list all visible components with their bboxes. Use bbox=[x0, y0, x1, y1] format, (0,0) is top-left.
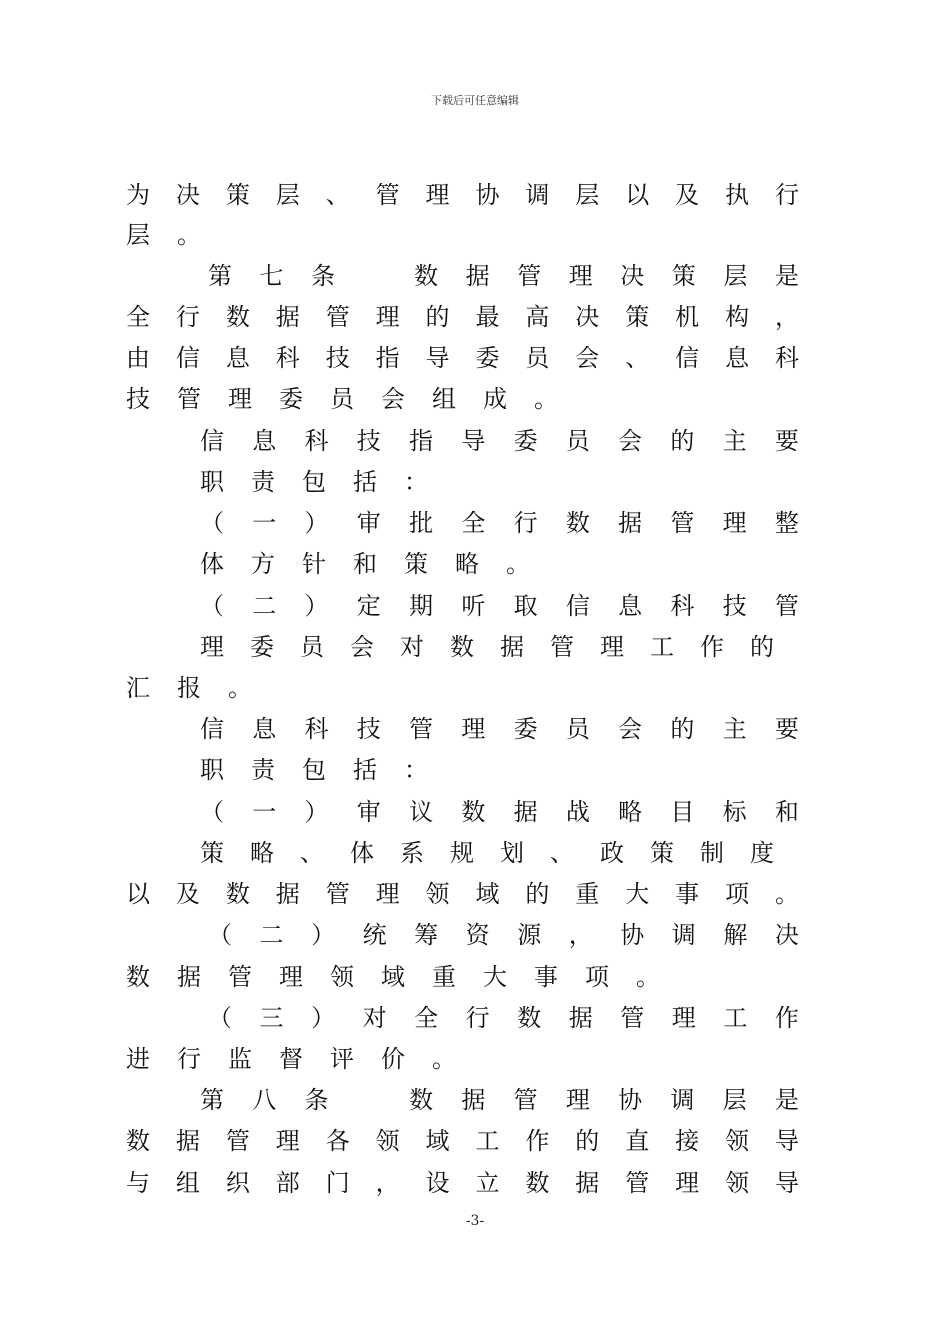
text-char: 委 bbox=[475, 344, 500, 372]
text-char: 报 bbox=[177, 674, 201, 702]
text-char: 第 bbox=[200, 1086, 224, 1114]
text-char: 制 bbox=[700, 839, 724, 867]
text-char: 作 bbox=[700, 633, 724, 661]
text-char: ， bbox=[774, 303, 799, 331]
text-char: 要 bbox=[774, 715, 799, 743]
text-char: ） bbox=[304, 592, 329, 620]
text-char: 略 bbox=[455, 550, 479, 578]
text-line bbox=[125, 671, 278, 705]
text-char: 委 bbox=[513, 427, 538, 455]
text-char: 针 bbox=[302, 550, 326, 578]
text-char: 方 bbox=[251, 550, 275, 578]
text-char: 息 bbox=[725, 344, 750, 372]
text-char: 行 bbox=[513, 509, 538, 537]
text-char: 略 bbox=[618, 798, 643, 826]
text-char: 和 bbox=[353, 550, 377, 578]
text-char: 的 bbox=[525, 880, 550, 908]
text-char: 息 bbox=[618, 592, 643, 620]
text-char: 执 bbox=[725, 181, 750, 209]
text-char: 第 bbox=[208, 262, 232, 290]
text-char: 技 bbox=[356, 715, 381, 743]
text-char: 二 bbox=[252, 592, 277, 620]
text-char: 理 bbox=[375, 303, 400, 331]
text-char: 管 bbox=[620, 1004, 645, 1032]
text-char: 技 bbox=[126, 385, 150, 413]
text-char: 。 bbox=[534, 385, 558, 413]
text-char: 听 bbox=[461, 592, 486, 620]
text-char: 会 bbox=[381, 385, 405, 413]
text-char: 据 bbox=[618, 509, 643, 537]
text-char: 据 bbox=[568, 1004, 593, 1032]
text-char: 管 bbox=[177, 385, 201, 413]
text-char: 数 bbox=[126, 1127, 150, 1155]
text-char: 与 bbox=[126, 1169, 150, 1197]
text-char: 括 bbox=[353, 756, 377, 784]
text-line bbox=[125, 300, 800, 334]
text-char: 信 bbox=[675, 344, 700, 372]
text-char: 科 bbox=[304, 427, 329, 455]
text-char: 管 bbox=[228, 963, 252, 991]
text-char: 及 bbox=[675, 181, 700, 209]
text-char: 管 bbox=[625, 1169, 650, 1197]
text-char: 数 bbox=[126, 963, 150, 991]
text-char: 评 bbox=[330, 1045, 354, 1073]
text-char: 的 bbox=[425, 303, 450, 331]
text-char: 体 bbox=[200, 550, 224, 578]
text-char: 全 bbox=[461, 509, 486, 537]
text-char: 的 bbox=[670, 715, 695, 743]
text-line bbox=[199, 506, 800, 540]
text-char: ） bbox=[311, 921, 336, 949]
text-char: 数 bbox=[225, 303, 250, 331]
text-char: 略 bbox=[250, 839, 274, 867]
text-char: 决 bbox=[575, 303, 600, 331]
page-number: -3- bbox=[465, 1213, 485, 1229]
text-char: 员 bbox=[565, 715, 590, 743]
text-char: 项 bbox=[585, 963, 609, 991]
text-char: 数 bbox=[517, 1004, 542, 1032]
text-char: 理 bbox=[279, 963, 303, 991]
text-char: ） bbox=[304, 509, 329, 537]
text-char: 科 bbox=[304, 715, 329, 743]
text-char: 数 bbox=[450, 633, 474, 661]
text-char: 调 bbox=[670, 1086, 695, 1114]
text-char: （ bbox=[208, 921, 232, 949]
text-char: 。 bbox=[636, 963, 660, 991]
text-char: 审 bbox=[356, 798, 381, 826]
text-char: 科 bbox=[275, 344, 300, 372]
text-char: 层 bbox=[723, 262, 748, 290]
text-char: 。 bbox=[177, 221, 201, 249]
text-char: 系 bbox=[400, 839, 424, 867]
text-char: 管 bbox=[325, 880, 350, 908]
text-line bbox=[199, 424, 800, 458]
text-char: 信 bbox=[175, 344, 200, 372]
text-char: 包 bbox=[302, 468, 326, 496]
text-char: 目 bbox=[670, 798, 695, 826]
text-char: 员 bbox=[565, 427, 590, 455]
text-char: 事 bbox=[675, 880, 700, 908]
text-char: 构 bbox=[725, 303, 750, 331]
text-char: 一 bbox=[252, 509, 277, 537]
text-char: 领 bbox=[330, 963, 354, 991]
text-char: 委 bbox=[279, 385, 303, 413]
text-char: 价 bbox=[381, 1045, 405, 1073]
text-char: 对 bbox=[400, 633, 424, 661]
text-char: 协 bbox=[618, 1086, 643, 1114]
text-char: 会 bbox=[350, 633, 374, 661]
text-char: （ bbox=[200, 509, 224, 537]
text-char: 八 bbox=[252, 1086, 277, 1114]
text-char: 息 bbox=[225, 344, 250, 372]
text-char: 领 bbox=[725, 1127, 750, 1155]
text-char: 统 bbox=[362, 921, 387, 949]
text-char: 括 bbox=[353, 468, 377, 496]
text-char: 项 bbox=[725, 880, 750, 908]
text-char: 包 bbox=[302, 756, 326, 784]
text-char: 数 bbox=[525, 1169, 550, 1197]
text-char: 据 bbox=[513, 798, 538, 826]
text-char: 作 bbox=[774, 1004, 799, 1032]
text-char: 域 bbox=[425, 1127, 450, 1155]
text-char: 协 bbox=[475, 181, 500, 209]
text-line bbox=[199, 630, 775, 664]
text-char: 理 bbox=[568, 262, 593, 290]
text-char: 整 bbox=[774, 509, 799, 537]
text-line bbox=[199, 589, 800, 623]
text-line bbox=[199, 465, 454, 499]
text-char: 定 bbox=[356, 592, 381, 620]
text-char: 调 bbox=[525, 181, 550, 209]
text-char: 是 bbox=[774, 262, 799, 290]
text-char: 数 bbox=[409, 1086, 434, 1114]
text-char: 行 bbox=[465, 1004, 490, 1032]
text-char: 层 bbox=[126, 221, 150, 249]
text-char: 调 bbox=[671, 921, 696, 949]
text-char: 标 bbox=[722, 798, 747, 826]
text-char: 审 bbox=[356, 509, 381, 537]
text-char: 主 bbox=[722, 715, 747, 743]
text-line bbox=[125, 1124, 800, 1158]
text-char: 汇 bbox=[126, 674, 150, 702]
text-char: 全 bbox=[126, 303, 150, 331]
text-char: 成 bbox=[483, 385, 507, 413]
text-char: ： bbox=[404, 468, 428, 496]
text-char: 域 bbox=[381, 963, 405, 991]
text-char: 及 bbox=[175, 880, 200, 908]
text-char: 和 bbox=[774, 798, 799, 826]
text-char: 理 bbox=[461, 715, 486, 743]
text-char: 二 bbox=[259, 921, 284, 949]
text-char: 领 bbox=[425, 880, 450, 908]
text-char: 的 bbox=[750, 633, 774, 661]
text-char: 重 bbox=[575, 880, 600, 908]
text-char: 划 bbox=[500, 839, 524, 867]
text-char: 全 bbox=[414, 1004, 439, 1032]
text-char: 条 bbox=[304, 1086, 329, 1114]
text-char: 的 bbox=[575, 1127, 600, 1155]
text-char: 主 bbox=[722, 427, 747, 455]
text-char: 。 bbox=[774, 880, 799, 908]
text-char: 导 bbox=[425, 344, 450, 372]
text-char: 责 bbox=[251, 468, 275, 496]
text-char bbox=[356, 1083, 382, 1117]
text-char: 监 bbox=[228, 1045, 252, 1073]
text-char: 管 bbox=[409, 715, 434, 743]
text-char: 据 bbox=[275, 303, 300, 331]
text-char: 数 bbox=[225, 880, 250, 908]
text-char: 部 bbox=[275, 1169, 300, 1197]
text-char: 、 bbox=[325, 181, 350, 209]
text-char: 理 bbox=[671, 1004, 696, 1032]
text-char: 据 bbox=[575, 1169, 600, 1197]
text-char: 重 bbox=[432, 963, 456, 991]
text-char: 委 bbox=[250, 633, 274, 661]
text-char: 理 bbox=[200, 633, 224, 661]
text-char: 策 bbox=[225, 181, 250, 209]
text-char: 大 bbox=[625, 880, 650, 908]
text-char: 、 bbox=[300, 839, 324, 867]
text-char: 源 bbox=[517, 921, 542, 949]
text-char: 职 bbox=[200, 468, 224, 496]
text-char: 解 bbox=[723, 921, 748, 949]
text-char: ， bbox=[568, 921, 593, 949]
text-char: （ bbox=[200, 798, 224, 826]
text-line bbox=[199, 836, 775, 870]
text-line bbox=[199, 753, 454, 787]
text-char: 据 bbox=[465, 262, 490, 290]
text-char: 决 bbox=[175, 181, 200, 209]
text-char: 大 bbox=[483, 963, 507, 991]
text-line bbox=[207, 1001, 800, 1035]
text-char: 行 bbox=[774, 181, 799, 209]
text-char: 筹 bbox=[414, 921, 439, 949]
text-char: 理 bbox=[722, 509, 747, 537]
text-char: ） bbox=[311, 1004, 336, 1032]
text-char: 管 bbox=[517, 262, 542, 290]
text-line bbox=[199, 1083, 800, 1117]
text-line bbox=[125, 1042, 482, 1076]
text-char: （ bbox=[208, 1004, 232, 1032]
text-char: 策 bbox=[404, 550, 428, 578]
text-char: 管 bbox=[513, 1086, 538, 1114]
text-char: 以 bbox=[126, 880, 150, 908]
text-char: 员 bbox=[525, 344, 550, 372]
text-char: 信 bbox=[565, 592, 590, 620]
text-char: 数 bbox=[414, 262, 439, 290]
text-char: 管 bbox=[325, 303, 350, 331]
text-char: 进 bbox=[126, 1045, 150, 1073]
text-char: 直 bbox=[625, 1127, 650, 1155]
text-char: 是 bbox=[774, 1086, 799, 1114]
text-line bbox=[125, 178, 800, 212]
text-char: 信 bbox=[200, 715, 224, 743]
text-char: 要 bbox=[774, 427, 799, 455]
text-char: 理 bbox=[228, 385, 252, 413]
text-char: 、 bbox=[625, 344, 650, 372]
text-char: 管 bbox=[550, 633, 574, 661]
text-char: 决 bbox=[774, 921, 799, 949]
text-char: 理 bbox=[375, 880, 400, 908]
text-char: 接 bbox=[675, 1127, 700, 1155]
text-char: 工 bbox=[650, 633, 674, 661]
text-char: 数 bbox=[461, 798, 486, 826]
text-char: 设 bbox=[425, 1169, 450, 1197]
text-char: 理 bbox=[675, 1169, 700, 1197]
text-char: 由 bbox=[126, 344, 150, 372]
text-char: 为 bbox=[126, 181, 150, 209]
text-char: 资 bbox=[465, 921, 490, 949]
text-char: 。 bbox=[432, 1045, 456, 1073]
text-char: 高 bbox=[525, 303, 550, 331]
text-char: 各 bbox=[325, 1127, 350, 1155]
text-char: 督 bbox=[279, 1045, 303, 1073]
text-char: 一 bbox=[252, 798, 277, 826]
text-char: ） bbox=[304, 798, 329, 826]
text-char: 职 bbox=[200, 756, 224, 784]
text-line bbox=[125, 382, 584, 416]
text-char bbox=[362, 259, 388, 293]
text-char: 数 bbox=[565, 509, 590, 537]
text-line bbox=[199, 712, 800, 746]
text-char: 导 bbox=[774, 1127, 799, 1155]
text-line bbox=[199, 795, 800, 829]
text-char: 据 bbox=[275, 880, 300, 908]
text-char: 立 bbox=[475, 1169, 500, 1197]
text-char: 组 bbox=[432, 385, 456, 413]
text-char: 作 bbox=[525, 1127, 550, 1155]
text-char: 会 bbox=[618, 427, 643, 455]
text-char: 息 bbox=[252, 715, 277, 743]
text-char: 据 bbox=[461, 1086, 486, 1114]
text-char: 员 bbox=[330, 385, 354, 413]
text-char: 、 bbox=[550, 839, 574, 867]
text-char: 议 bbox=[409, 798, 434, 826]
text-char: 会 bbox=[575, 344, 600, 372]
text-char: 科 bbox=[670, 592, 695, 620]
text-char: 以 bbox=[625, 181, 650, 209]
text-char: 期 bbox=[409, 592, 434, 620]
text-char: 协 bbox=[620, 921, 645, 949]
text-char: 息 bbox=[252, 427, 277, 455]
text-char: 据 bbox=[500, 633, 524, 661]
text-char: 战 bbox=[565, 798, 590, 826]
text-char: 指 bbox=[375, 344, 400, 372]
text-char: 行 bbox=[177, 1045, 201, 1073]
text-char: 三 bbox=[259, 1004, 284, 1032]
text-char: 政 bbox=[600, 839, 624, 867]
text-line bbox=[125, 218, 227, 252]
text-char: 据 bbox=[175, 1127, 200, 1155]
text-char: 门 bbox=[325, 1169, 350, 1197]
text-char: 责 bbox=[251, 756, 275, 784]
text-char: 导 bbox=[461, 427, 486, 455]
text-char: 管 bbox=[225, 1127, 250, 1155]
text-char: 。 bbox=[506, 550, 530, 578]
text-char: 指 bbox=[409, 427, 434, 455]
text-char: 技 bbox=[722, 592, 747, 620]
text-char: 科 bbox=[774, 344, 799, 372]
text-char: 事 bbox=[534, 963, 558, 991]
text-char: 策 bbox=[650, 839, 674, 867]
text-char: 策 bbox=[200, 839, 224, 867]
text-char: 最 bbox=[475, 303, 500, 331]
text-char: 组 bbox=[175, 1169, 200, 1197]
text-char: 据 bbox=[177, 963, 201, 991]
text-char: 理 bbox=[275, 1127, 300, 1155]
text-line bbox=[125, 1166, 800, 1200]
text-char: 领 bbox=[375, 1127, 400, 1155]
text-char: 理 bbox=[565, 1086, 590, 1114]
text-line bbox=[125, 877, 800, 911]
text-char: 行 bbox=[175, 303, 200, 331]
text-char: 信 bbox=[200, 427, 224, 455]
text-line bbox=[207, 918, 800, 952]
text-char: 管 bbox=[670, 509, 695, 537]
text-char: 工 bbox=[723, 1004, 748, 1032]
text-char: 机 bbox=[675, 303, 700, 331]
text-char: 领 bbox=[725, 1169, 750, 1197]
text-char: 。 bbox=[228, 674, 252, 702]
text-char: 委 bbox=[513, 715, 538, 743]
text-char: 技 bbox=[356, 427, 381, 455]
text-char: 条 bbox=[311, 262, 336, 290]
text-char: 决 bbox=[620, 262, 645, 290]
text-char: 策 bbox=[625, 303, 650, 331]
text-char: 批 bbox=[409, 509, 434, 537]
text-char: 七 bbox=[259, 262, 284, 290]
text-char: 的 bbox=[670, 427, 695, 455]
text-line bbox=[207, 259, 800, 293]
text-char: 织 bbox=[225, 1169, 250, 1197]
text-char: 规 bbox=[450, 839, 474, 867]
text-char: 会 bbox=[618, 715, 643, 743]
text-char: 域 bbox=[475, 880, 500, 908]
text-char: ， bbox=[375, 1169, 400, 1197]
text-char: 层 bbox=[575, 181, 600, 209]
text-char: 层 bbox=[275, 181, 300, 209]
text-char: 策 bbox=[671, 262, 696, 290]
text-line bbox=[125, 341, 800, 375]
text-char: 理 bbox=[425, 181, 450, 209]
text-line bbox=[125, 960, 686, 994]
text-line bbox=[199, 547, 556, 581]
text-char: 层 bbox=[722, 1086, 747, 1114]
page-header-note: 下载后可任意编辑 bbox=[431, 94, 519, 107]
text-char: 技 bbox=[325, 344, 350, 372]
text-char: 取 bbox=[513, 592, 538, 620]
text-char: 导 bbox=[774, 1169, 799, 1197]
text-char: 员 bbox=[300, 633, 324, 661]
text-char: 理 bbox=[600, 633, 624, 661]
text-char: 管 bbox=[774, 592, 799, 620]
text-char: 度 bbox=[750, 839, 774, 867]
text-char: （ bbox=[200, 592, 224, 620]
text-char: 对 bbox=[362, 1004, 387, 1032]
text-char: ： bbox=[404, 756, 428, 784]
text-char: 体 bbox=[350, 839, 374, 867]
text-char: 管 bbox=[375, 181, 400, 209]
text-char: 工 bbox=[475, 1127, 500, 1155]
